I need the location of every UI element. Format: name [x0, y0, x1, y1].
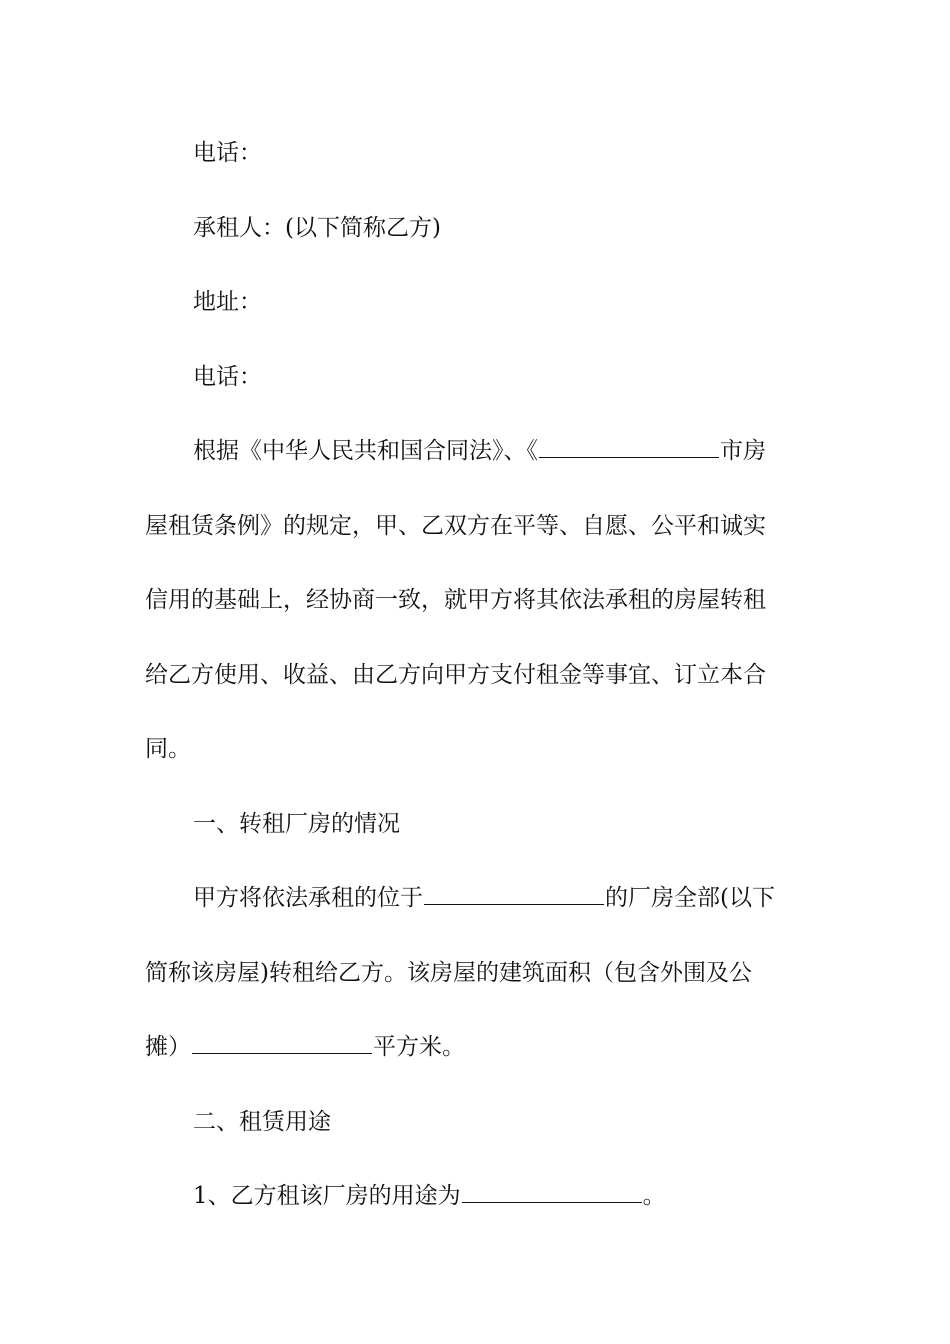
intro-text: 同。 [145, 736, 191, 762]
lessee-label: 承租人：(以下简称乙方) [193, 214, 441, 241]
intro-paragraph-line-4 [145, 638, 807, 713]
intro-text: 信用的基础上，经协商一致，就甲方将其依法承租的房屋转租 [145, 587, 766, 613]
section-text: 的厂房全部(以下 [605, 885, 775, 911]
lessee-line [145, 191, 807, 266]
section-text: 平方米。 [373, 1034, 465, 1060]
intro-text: 市房 [720, 438, 766, 464]
section-1-line-1 [145, 861, 807, 936]
phone-label-2: 电话： [193, 363, 262, 390]
phone-line [145, 116, 807, 191]
section-text: 1、乙方租该厂房的用途为 [193, 1183, 461, 1209]
phone-line-2 [145, 340, 807, 415]
location-blank [424, 886, 604, 905]
intro-text: 根据《中华人民共和国合同法》、《 [193, 438, 538, 464]
intro-paragraph-line-3 [145, 563, 807, 638]
section-2-title [145, 1085, 807, 1160]
section-2-item-1 [145, 1159, 807, 1234]
section-1-title [145, 787, 807, 862]
section-1-line-3 [145, 1010, 807, 1085]
address-line [145, 265, 807, 340]
intro-text: 屋租赁条例》的规定，甲、乙双方在平等、自愿、公平和诚实 [145, 512, 766, 539]
city-blank [539, 439, 719, 458]
section-text: 甲方将依法承租的位于 [193, 885, 423, 911]
area-blank [192, 1035, 372, 1054]
intro-paragraph-line-1 [145, 414, 807, 489]
intro-text: 给乙方使用、收益、由乙方向甲方支付租金等事宜、订立本合 [145, 661, 766, 688]
section-title: 一、转租厂房的情况 [193, 810, 400, 837]
section-title: 二、租赁用途 [193, 1108, 331, 1135]
usage-blank [462, 1184, 642, 1203]
address-label: 地址： [193, 289, 262, 315]
phone-label: 电话： [193, 140, 262, 166]
intro-paragraph-line-5 [145, 712, 807, 787]
section-1-line-2 [145, 936, 807, 1011]
document-body [145, 116, 807, 1234]
section-text: 摊） [145, 1034, 191, 1060]
section-text: 。 [642, 1183, 666, 1209]
section-text: 简称该房屋)转租给乙方。该房屋的建筑面积（包含外围及公 [145, 959, 752, 986]
intro-paragraph-line-2 [145, 489, 807, 564]
